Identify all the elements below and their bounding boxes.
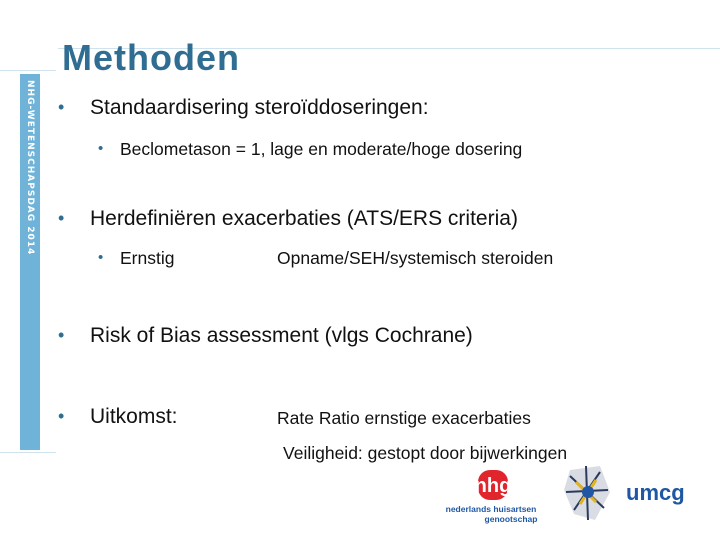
bullet-text: Standaardisering steroïddoseringen: [90,96,429,119]
bullet-text: Ernstig [120,248,175,268]
side-strip-text: NHG-WETENSCHAPSDAG 2014 [25,80,35,256]
slide-title: Methoden [62,37,240,78]
side-rule-top [0,70,56,71]
bullet-standaardisering [58,96,429,120]
bullet-uitkomst [58,405,178,429]
bullet-dot: • [98,140,104,157]
ernstig-detail: Opname/SEH/systemisch steroiden [277,248,554,268]
bullet-dot: • [58,325,65,345]
bullet-text: Risk of Bias assessment (vlgs Cochrane) [90,324,473,347]
bullet-dot: • [58,406,65,426]
nhg-logo-mark: nhg [474,475,512,497]
bullet-dot: • [58,97,65,117]
nhg-logo-line1: nederlands huisartsen [445,504,537,514]
umcg-emblem-icon [564,466,610,520]
bullet-text: Herdefiniëren exacerbaties (ATS/ERS criteria) [90,207,518,230]
bullet-herdefinieren [58,207,518,231]
bullet-text: Beclometason = 1, lage en moderate/hoge dosering [120,139,523,159]
uitkomst-detail-1: Rate Ratio ernstige exacerbaties [277,408,531,428]
bullet-dot: • [98,249,104,266]
bullet-dot: • [58,208,65,228]
sub-bullet-beclometason [98,139,523,160]
bullet-risk-of-bias [58,324,473,348]
side-rule-bottom [0,452,56,453]
sub-bullet-ernstig [98,248,175,269]
bullet-text: Uitkomst: [90,405,178,428]
umcg-logo [560,462,720,526]
umcg-wordmark: umcg [626,480,685,505]
nhg-logo [436,470,546,526]
uitkomst-detail-2: Veiligheid: gestopt door bijwerkingen [283,443,568,463]
nhg-logo-line2: genootschap [484,514,538,524]
